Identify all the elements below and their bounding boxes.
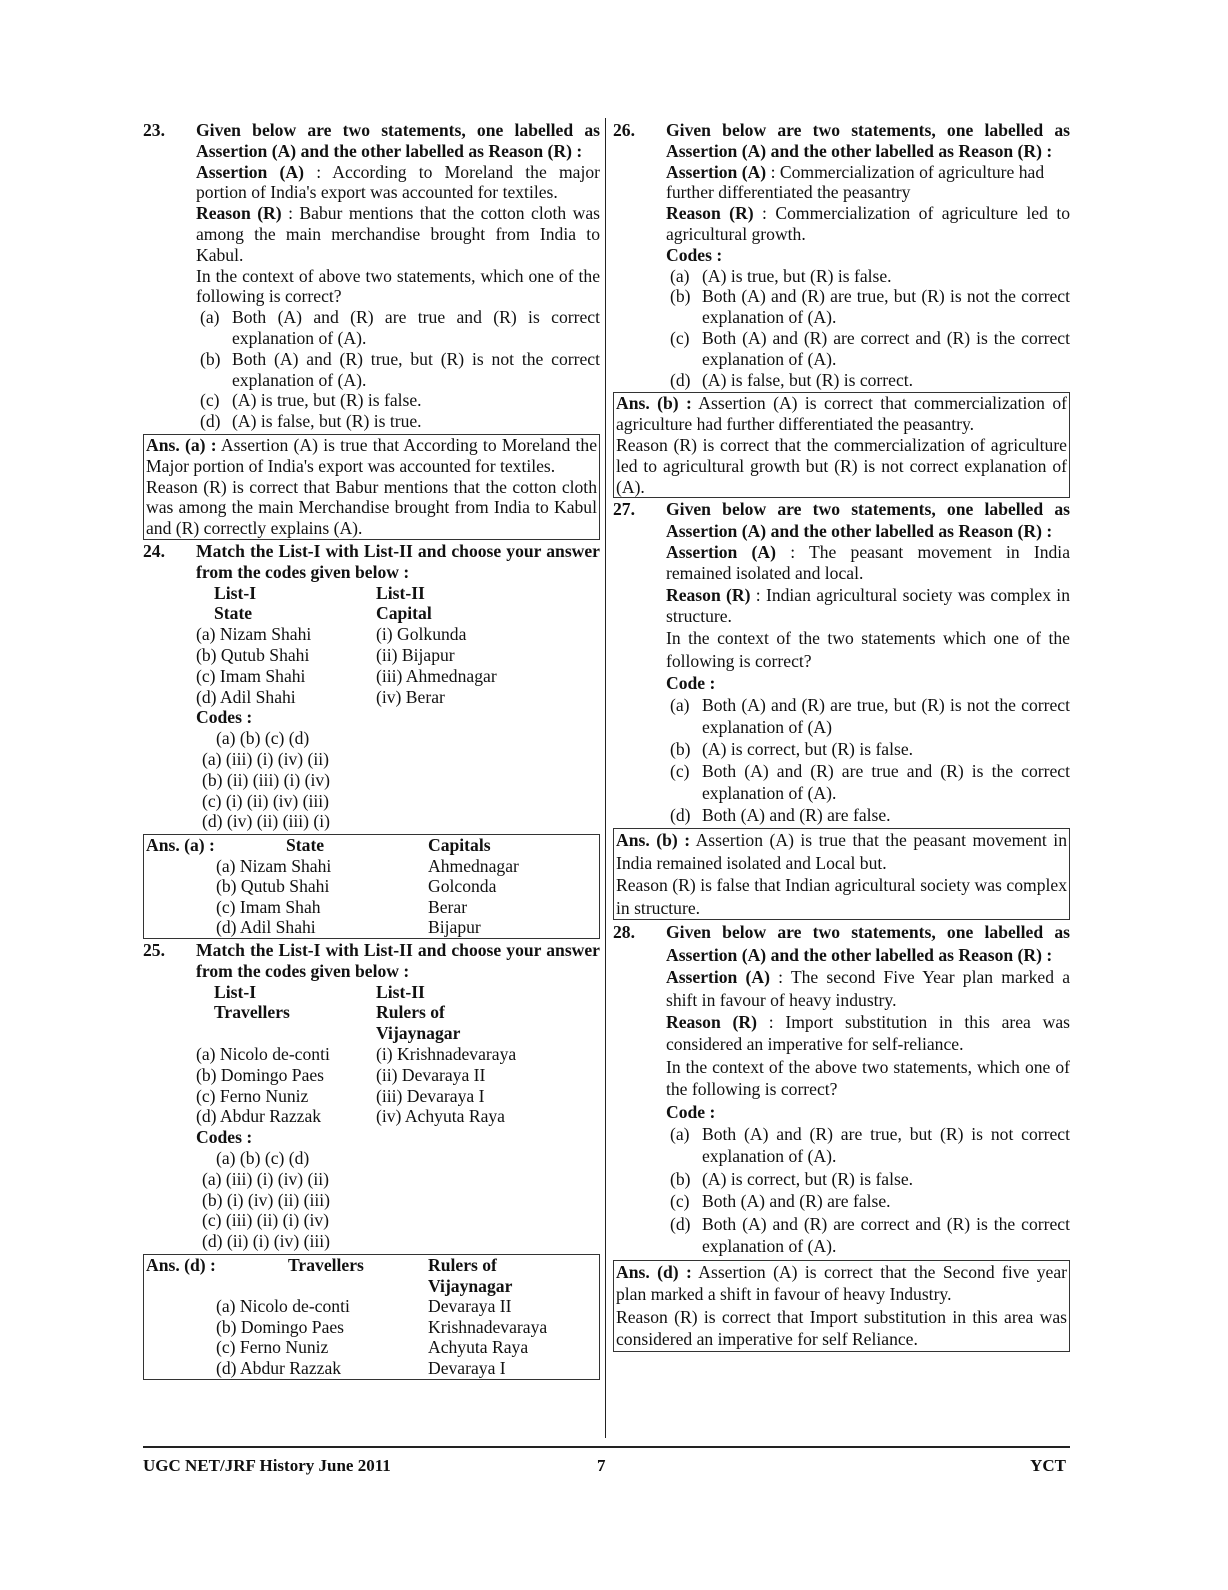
column-divider (605, 118, 606, 1438)
codes-label: Codes : (196, 707, 253, 728)
table-row: (c) Imam Shahi (iii) Ahmednagar (196, 665, 497, 686)
option-c: (c) (A) is true, but (R) is false. (200, 390, 422, 411)
match-table: List-I List-II State Capital (a) Nizam Shahi (i) Golkunda (b) Qutub Shahi (ii) Bijapur (c) Imam Shahi (iii) Ahmednagar (d) Adil Shahi (iv) Berar (196, 582, 497, 707)
codes-label: Code : (666, 1101, 716, 1122)
reason: Reason (R) : Babur mentions that the cotton cloth was among the main merchandise brought from India to Kabul. (196, 203, 600, 265)
list-item: (a) (iii) (i) (iv) (ii) (202, 748, 330, 769)
question-stem: Given below are two statements, one labelled as Assertion (A) and the other labelled as Reason (R) : (666, 499, 1070, 541)
option-d: (d) Both (A) and (R) are correct and (R) is the correct explanation of (A). (670, 1213, 1070, 1257)
question-number: 24. (143, 540, 165, 561)
assertion: Assertion (A) : The peasant movement in India remained isolated and local. (666, 541, 1071, 584)
option-c: (c) Both (A) and (R) are correct and (R) is the correct explanation of (A). (670, 327, 1070, 369)
list-item: (b) (i) (iv) (ii) (iii) (202, 1189, 330, 1210)
option-b: (b) Both (A) and (R) true, but (R) is not the correct explanation of (A). (200, 348, 600, 390)
footer-exam-title: UGC NET/JRF History June 2011 (143, 1456, 391, 1475)
table-row: (b) Qutub Shahi (ii) Bijapur (196, 644, 455, 665)
option-b: (b) Both (A) and (R) are true, but (R) is not the correct explanation of (A). (670, 286, 1070, 328)
codes-list: (a) (b) (c) (d) (a) (iii) (i) (iv) (ii) (b) (i) (iv) (ii) (iii) (c) (iii) (ii) (i) (iv) (d) (ii) (i) (iv) (iii) (202, 1148, 600, 1252)
question-23 (143, 120, 600, 432)
option-b: (b) (A) is correct, but (R) is false. (670, 1168, 914, 1189)
option-a: (a) Both (A) and (R) are true and (R) is correct explanation of (A). (200, 307, 600, 348)
question-stem: Given below are two statements, one labelled as Assertion (A) and the other labelled as Reason (R) : (666, 120, 1070, 161)
table-row: (b) Domingo Paes (ii) Devaraya II (196, 1064, 486, 1085)
assertion: Assertion (A) : Commercialization of agriculture had further differentiated the peasantry (666, 161, 1045, 203)
answer-label: Ans. (b) : (616, 830, 691, 851)
table-row: (b) Domingo Paes Krishnadevaraya (216, 1316, 548, 1337)
answer-label: Ans. (b) : (616, 393, 692, 414)
table-row: (d) Abdur Razzak Devaraya I (216, 1357, 506, 1378)
page-number: 7 (597, 1456, 606, 1475)
option-b: (b) (A) is correct, but (R) is false. (670, 739, 914, 760)
list-item: (c) (iii) (ii) (i) (iv) (202, 1210, 330, 1231)
question-24 (143, 541, 600, 832)
list-item: (c) (i) (ii) (iv) (iii) (202, 790, 330, 811)
table-row: (c) Imam Shah Berar (216, 896, 468, 917)
options-list (196, 307, 600, 432)
options-list (666, 266, 1070, 391)
option-d: (d) (A) is false, but (R) is correct. (670, 369, 914, 390)
question-28 (613, 921, 1070, 1257)
option-a: (a) Both (A) and (R) are true, but (R) is not correct explanation of (A). (670, 1124, 1070, 1167)
answer-label: Ans. (d) : (616, 1261, 692, 1282)
question-stem: Match the List-I with List-II and choose your answer from the codes given below : (196, 540, 600, 582)
option-d: (d) (A) is false, but (R) is true. (200, 411, 422, 432)
list-item: (d) (ii) (i) (iv) (iii) (202, 1231, 330, 1252)
right-column (613, 120, 1070, 1353)
answer-box-28: Ans. (d) : Assertion (A) is correct that the Second five year plan marked a shift in favour of heavy Industry. Reason (R) is correct that Import substitution in this area was considered an imperative for self Reliance. (613, 1260, 1070, 1352)
question-number: 26. (613, 120, 635, 140)
table-row: (a) Nicolo de-conti Devaraya II (216, 1296, 512, 1317)
answer-box-23: Ans. (a) : Assertion (A) is true that According to Moreland the Major portion of India's export was accounted for textiles. Reason (R) is correct that Babur mentions that the cotton cloth was among the main Merchandise brought from India to Kabul and (R) correctly explains (A). (143, 434, 600, 540)
option-a: (a) Both (A) and (R) are true, but (R) is not the correct explanation of (A) (670, 695, 1070, 738)
option-d: (d) Both (A) and (R) are false. (670, 805, 891, 826)
reason: Reason (R) : Indian agricultural society was complex in structure. (666, 584, 1070, 626)
question-stem: Given below are two statements, one labelled as Assertion (A) and the other labelled as Reason (R) : (666, 922, 1070, 965)
question-stem: Match the List-I with List-II and choose your answer from the codes given below : (196, 940, 600, 981)
table-row: (b) Qutub Shahi Golconda (216, 876, 497, 897)
option-c: (c) Both (A) and (R) are true and (R) is the correct explanation of (A). (670, 761, 1070, 804)
options-list (666, 1123, 1070, 1257)
list-item: (d) (iv) (ii) (iii) (i) (202, 811, 330, 832)
reason: Reason (R) : Import substitution in this area was considered an imperative for self-reliance. (666, 1012, 1070, 1055)
question-ask: In the context of the two statements which one of the following is correct? (666, 628, 1070, 672)
list-item: (a) (iii) (i) (iv) (ii) (202, 1168, 330, 1189)
table-row: (a) Nizam Shahi Ahmednagar (216, 855, 519, 876)
answer-box-24: Ans. (a) : State Capitals (a) Nizam Shahi Ahmednagar (b) Qutub Shahi Golconda (c) Imam Shah Berar (d) Adil Shahi Bijapur (143, 834, 600, 939)
option-a: (a) (A) is true, but (R) is false. (670, 265, 892, 286)
assertion: Assertion (A) : The second Five Year plan marked a shift in favour of heavy industry. (666, 967, 1071, 1010)
question-number: 25. (143, 940, 165, 961)
table-row: (d) Adil Shahi (iv) Berar (196, 686, 445, 707)
codes-label: Code : (666, 673, 716, 694)
question-27 (613, 499, 1070, 826)
table-row: (d) Adil Shahi Bijapur (216, 917, 481, 938)
question-25 (143, 940, 600, 1252)
answer-box-25: Ans. (d) : Travellers Rulers of Vijaynagar (a) Nicolo de-conti Devaraya II (b) Domingo Paes Krishnadevaraya (c) Ferno Nuniz Achyuta Raya (d) Abdur Razzak Devaraya I (143, 1254, 600, 1380)
codes-label: Codes : (196, 1127, 253, 1148)
assertion: Assertion (A) : According to Moreland the major portion of India's export was accounted for textiles. (196, 161, 601, 203)
answer-box-27: Ans. (b) : Assertion (A) is true that the peasant movement in India remained isolated and Local but. Reason (R) is false that Indian agricultural society was complex in structure. (613, 828, 1070, 920)
option-c: (c) Both (A) and (R) are false. (670, 1191, 891, 1212)
question-number: 28. (613, 922, 635, 943)
table-row: (c) Ferno Nuniz Achyuta Raya (216, 1337, 529, 1358)
question-stem: Given below are two statements, one labelled as Assertion (A) and the other labelled as Reason (R) : (196, 120, 600, 161)
answer-box-26: Ans. (b) : Assertion (A) is correct that commercialization of agriculture had further differentiated the peasantry. Reason (R) is correct that the commercialization of agriculture led to agricultural growth but (R) is not correct explanation of (A). (613, 392, 1070, 498)
match-table: List-I List-II Travellers Rulers of Vijaynagar (a) Nicolo de-conti (i) Krishnadevaraya (b) Domingo Paes (ii) Devaraya II (c) Ferno Nuniz (iii) Devaraya I (d) Abdur Razzak (iv) Achyuta Raya (196, 981, 517, 1127)
options-list (666, 694, 1070, 826)
codes-list: (a) (b) (c) (d) (a) (iii) (i) (iv) (ii) (b) (ii) (iii) (i) (iv) (c) (i) (ii) (iv) (iii) (d) (iv) (ii) (iii) (i) (202, 728, 600, 832)
list-item: (b) (ii) (iii) (i) (iv) (202, 769, 330, 790)
question-26 (613, 120, 1070, 390)
table-row: (a) Nicolo de-conti (i) Krishnadevaraya (196, 1044, 517, 1065)
codes-label: Codes : (666, 244, 723, 265)
table-row: (c) Ferno Nuniz (iii) Devaraya I (196, 1085, 485, 1106)
question-ask: In the context of the above two statements, which one of the following is correct? (666, 1056, 1070, 1100)
left-column (143, 120, 600, 1381)
reason: Reason (R) : Commercialization of agriculture led to agricultural growth. (666, 203, 1071, 244)
question-number: 27. (613, 499, 635, 520)
footer-publisher: YCT (1030, 1456, 1066, 1475)
table-row: (d) Abdur Razzak (iv) Achyuta Raya (196, 1106, 505, 1127)
table-row: (a) Nizam Shahi (i) Golkunda (196, 624, 467, 645)
question-number: 23. (143, 120, 165, 140)
question-ask: In the context of above two statements, which one of the following is correct? (196, 265, 600, 307)
answer-label: Ans. (a) : (146, 434, 217, 455)
page-footer (143, 1446, 1070, 1475)
